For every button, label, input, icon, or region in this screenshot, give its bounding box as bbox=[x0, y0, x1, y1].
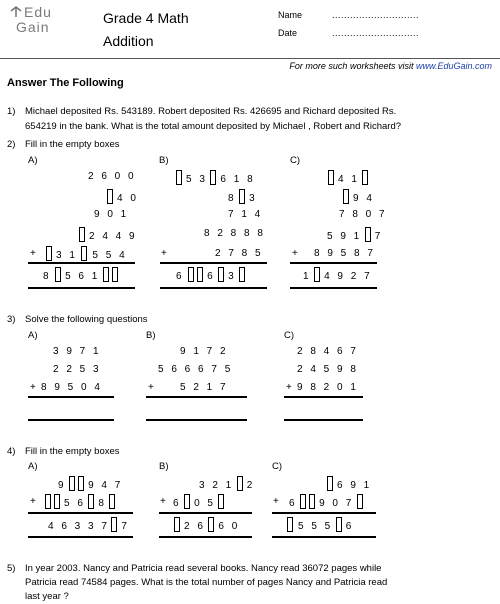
logo-text-gain: Gain bbox=[16, 19, 50, 35]
q1-line1: Michael deposited Rs. 543189. Robert deposited Rs. 426695 and Richard deposited Rs. bbox=[25, 106, 397, 117]
answer-box[interactable] bbox=[111, 517, 117, 532]
q3-number: 3) bbox=[7, 314, 16, 325]
q3-a-row3: 8 9 5 0 4 bbox=[41, 382, 103, 393]
q2-c-row2: 9 4 bbox=[343, 188, 374, 206]
sum-rule bbox=[272, 512, 376, 514]
q1-line2: 654219 in the bank. What is the total amount deposited by Michael , Robert and Richard? bbox=[25, 121, 402, 132]
answer-box[interactable] bbox=[54, 494, 60, 509]
answer-box[interactable] bbox=[239, 189, 245, 204]
plus-sign: + bbox=[30, 248, 36, 259]
q4-instruction: Fill in the empty boxes bbox=[25, 446, 120, 457]
q2-a-row3: 9 0 1 bbox=[94, 209, 129, 220]
q2-c-row1: 4 1 bbox=[328, 169, 368, 187]
q2-a-answer: 8 5 6 1 bbox=[43, 266, 118, 284]
answer-box[interactable] bbox=[239, 267, 245, 282]
q3-b-row1: 9 1 7 2 bbox=[180, 346, 229, 357]
q2-a-label: A) bbox=[28, 155, 38, 166]
q2-a-row5: 3 1 5 5 4 bbox=[46, 245, 127, 263]
sum-rule bbox=[159, 512, 252, 514]
answer-box[interactable] bbox=[343, 189, 349, 204]
worksheet-grade: Grade 4 Math bbox=[103, 10, 189, 26]
section-title: Answer The Following bbox=[7, 77, 124, 89]
answer-box[interactable] bbox=[112, 267, 118, 282]
answer-box[interactable] bbox=[78, 476, 84, 491]
answer-box[interactable] bbox=[237, 476, 243, 491]
plus-sign: + bbox=[273, 496, 279, 507]
q2-number: 2) bbox=[7, 139, 16, 150]
answer-box[interactable] bbox=[103, 267, 109, 282]
logo-text-edu: Edu bbox=[24, 4, 52, 20]
date-field[interactable]: ............................. bbox=[332, 28, 420, 38]
answer-box[interactable] bbox=[176, 170, 182, 185]
answer-box[interactable] bbox=[79, 227, 85, 242]
q4-a-row1: 9 9 4 7 bbox=[58, 475, 123, 493]
answer-box[interactable] bbox=[208, 517, 214, 532]
answer-rule bbox=[28, 287, 135, 289]
q3-c-row2: 2 4 5 9 8 bbox=[297, 364, 359, 375]
answer-rule bbox=[160, 287, 267, 289]
plus-sign: + bbox=[160, 496, 166, 507]
plus-sign: + bbox=[30, 496, 36, 507]
sum-rule bbox=[146, 396, 247, 398]
answer-box[interactable] bbox=[362, 170, 368, 185]
plus-sign: + bbox=[161, 248, 167, 259]
more-prefix: For more such worksheets visit bbox=[289, 61, 416, 71]
answer-box[interactable] bbox=[197, 267, 203, 282]
worksheet-topic: Addition bbox=[103, 33, 154, 49]
q5-number: 5) bbox=[7, 563, 16, 574]
q2-b-answer: 6 6 3 bbox=[176, 266, 245, 284]
q3-a-row2: 2 2 5 3 bbox=[53, 364, 102, 375]
q2-b-row5: 2 7 8 5 bbox=[215, 248, 264, 259]
q2-a-row2: 4 0 bbox=[107, 188, 138, 206]
answer-box[interactable] bbox=[328, 170, 334, 185]
q4-b-row2: 6 0 5 bbox=[173, 493, 224, 511]
q4-a-label: A) bbox=[28, 461, 38, 472]
header-divider bbox=[0, 58, 500, 59]
q3-b-row2: 5 6 6 6 7 5 bbox=[158, 364, 233, 375]
answer-box[interactable] bbox=[218, 267, 224, 282]
answer-box[interactable] bbox=[327, 476, 333, 491]
answer-box[interactable] bbox=[81, 246, 87, 261]
plus-sign: + bbox=[292, 248, 298, 259]
q4-b-label: B) bbox=[159, 461, 169, 472]
answer-box[interactable] bbox=[336, 517, 342, 532]
answer-box[interactable] bbox=[210, 170, 216, 185]
sum-rule bbox=[290, 262, 377, 264]
more-worksheets-note bbox=[289, 61, 492, 71]
answer-box[interactable] bbox=[309, 494, 315, 509]
answer-box[interactable] bbox=[188, 267, 194, 282]
answer-rule bbox=[290, 287, 377, 289]
q2-c-row3: 7 8 0 7 bbox=[339, 209, 388, 220]
answer-box[interactable] bbox=[300, 494, 306, 509]
q2-c-row5: 8 9 5 8 7 bbox=[314, 248, 376, 259]
answer-rule bbox=[28, 419, 114, 421]
q4-b-answer: 2 6 6 0 bbox=[174, 516, 240, 534]
q4-c-answer: 5 5 5 6 bbox=[287, 516, 354, 534]
answer-rule bbox=[28, 536, 133, 538]
answer-box[interactable] bbox=[357, 494, 363, 509]
answer-box[interactable] bbox=[46, 246, 52, 261]
answer-rule bbox=[159, 536, 252, 538]
answer-rule bbox=[272, 536, 376, 538]
q2-c-row4: 5 9 1 7 bbox=[327, 226, 383, 244]
q3-c-row3: 9 8 2 0 1 bbox=[297, 382, 359, 393]
name-label: Name bbox=[278, 10, 303, 20]
q2-c-answer: 1 4 9 2 7 bbox=[303, 266, 372, 284]
edugain-link[interactable]: www.EduGain.com bbox=[415, 61, 492, 71]
answer-rule bbox=[284, 419, 363, 421]
q4-c-row2: 6 9 0 7 bbox=[289, 493, 363, 511]
q5-line2: Patricia read 74584 pages. What is the total number of pages Nancy and Patricia read bbox=[25, 577, 388, 588]
q1-number: 1) bbox=[7, 106, 16, 117]
q3-b-label: B) bbox=[146, 330, 156, 341]
answer-box[interactable] bbox=[88, 494, 94, 509]
plus-sign: + bbox=[30, 382, 36, 393]
q2-c-label: C) bbox=[290, 155, 301, 166]
sum-rule bbox=[28, 512, 133, 514]
q2-b-row3: 7 1 4 bbox=[228, 209, 263, 220]
q2-a-row4: 2 4 4 9 bbox=[79, 226, 137, 244]
q4-b-row1: 3 2 1 2 bbox=[199, 475, 255, 493]
q5-line1: In year 2003. Nancy and Patricia read several books. Nancy read 36072 pages while bbox=[25, 563, 382, 574]
q4-a-row2: 5 6 8 bbox=[45, 493, 115, 511]
logo-mark-icon bbox=[9, 5, 23, 19]
q4-a-answer: 4 6 3 3 7 7 bbox=[48, 516, 129, 534]
sum-rule bbox=[28, 396, 114, 398]
q4-number: 4) bbox=[7, 446, 16, 457]
answer-box[interactable] bbox=[55, 267, 61, 282]
sum-rule bbox=[160, 262, 267, 264]
q2-instruction: Fill in the empty boxes bbox=[25, 139, 120, 150]
name-field[interactable]: ............................. bbox=[332, 10, 420, 20]
q2-b-label: B) bbox=[159, 155, 169, 166]
answer-box[interactable] bbox=[109, 494, 115, 509]
date-label: Date bbox=[278, 28, 298, 38]
q3-b-row3: 5 2 1 7 bbox=[180, 382, 229, 393]
answer-box[interactable] bbox=[287, 517, 293, 532]
answer-box[interactable] bbox=[174, 517, 180, 532]
q3-a-row1: 3 9 7 1 bbox=[53, 346, 102, 357]
answer-box[interactable] bbox=[69, 476, 75, 491]
sum-rule bbox=[28, 262, 135, 264]
q2-b-row4: 8 2 8 8 8 bbox=[204, 228, 266, 239]
q4-c-label: C) bbox=[272, 461, 283, 472]
q5-line3: last year ? bbox=[25, 591, 69, 602]
q3-instruction: Solve the following questions bbox=[25, 314, 148, 325]
answer-box[interactable] bbox=[314, 267, 320, 282]
answer-box[interactable] bbox=[184, 494, 190, 509]
answer-box[interactable] bbox=[218, 494, 224, 509]
answer-box[interactable] bbox=[107, 189, 113, 204]
answer-box[interactable] bbox=[45, 494, 51, 509]
sum-rule bbox=[284, 396, 363, 398]
q3-a-label: A) bbox=[28, 330, 38, 341]
q2-b-row1: 5 3 6 1 8 bbox=[176, 169, 255, 187]
answer-box[interactable] bbox=[365, 227, 371, 242]
q3-c-label: C) bbox=[284, 330, 295, 341]
q2-a-row1: 2 6 0 0 bbox=[88, 171, 137, 182]
q4-c-row1: 6 9 1 bbox=[327, 475, 372, 493]
answer-rule bbox=[146, 419, 247, 421]
edugain-logo bbox=[6, 4, 66, 38]
plus-sign: + bbox=[148, 382, 154, 393]
q3-c-row1: 2 8 4 6 7 bbox=[297, 346, 359, 357]
q2-b-row2: 8 3 bbox=[228, 188, 257, 206]
plus-sign: + bbox=[286, 382, 292, 393]
